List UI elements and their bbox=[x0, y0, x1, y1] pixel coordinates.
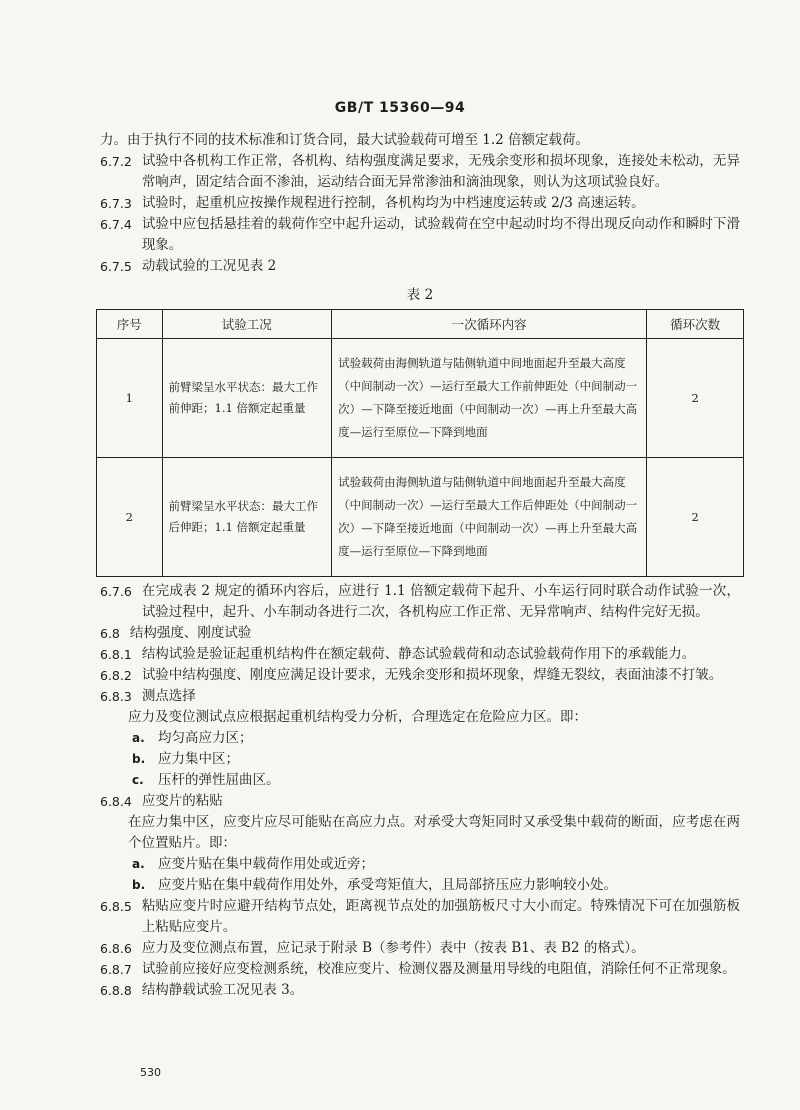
clause-number: 6.8.6 bbox=[100, 941, 132, 956]
clause-title: 测点选择 bbox=[141, 688, 196, 704]
column-header-cycle-content: 一次循环内容 bbox=[332, 310, 647, 339]
list-label: b. bbox=[132, 878, 146, 892]
clause-text: 试验中应包括悬挂着的载荷作空中起升运动，试验载荷在空中起动时均不得出现反向动作和瞬时下滑现象。 bbox=[141, 216, 740, 253]
clause-6-7-6 bbox=[100, 581, 740, 623]
list-text: 应力集中区； bbox=[158, 751, 239, 767]
clause-number: 6.8.8 bbox=[100, 983, 132, 998]
row-cycles: 2 bbox=[647, 339, 744, 458]
clause-6-8-6 bbox=[100, 938, 740, 959]
clause-number: 6.8.7 bbox=[100, 962, 132, 977]
column-header-number: 序号 bbox=[97, 310, 163, 339]
list-text: 压杆的弹性屈曲区。 bbox=[158, 772, 280, 788]
clause-6-8-8 bbox=[100, 980, 740, 1001]
clause-6-8-2 bbox=[100, 665, 740, 686]
table-caption: 表 2 bbox=[406, 287, 434, 303]
column-header-cycle-count: 循环次数 bbox=[647, 310, 744, 339]
clause-6-7-4 bbox=[100, 214, 740, 256]
standard-header: GB/T 15360—94 bbox=[334, 100, 466, 116]
clause-number: 6.8.1 bbox=[100, 647, 132, 662]
clause-text: 试验前应接好应变检测系统，校准应变片、检测仪器及测量用导线的电阻值，消除任何不正常现象。 bbox=[141, 961, 736, 977]
clause-body: 在应力集中区，应变片应尽可能贴在高应力点。对承受大弯矩同时又承受集中载荷的断面，应考虑在两个位置贴片。即： bbox=[128, 814, 740, 851]
clause-number: 6.7.2 bbox=[100, 154, 132, 169]
table-header-row bbox=[97, 310, 744, 339]
clause-number: 6.7.5 bbox=[100, 259, 132, 274]
list-label: a. bbox=[132, 731, 145, 745]
clause-6-7-2 bbox=[100, 151, 740, 193]
list-label: a. bbox=[132, 857, 145, 871]
clause-text: 结构静载试验工况见表 3。 bbox=[141, 982, 304, 998]
clause-text: 粘贴应变片时应避开结构节点处，距离视节点处的加强筋板尺寸大小而定。特殊情况下可在加强筋板上粘贴应变片。 bbox=[141, 898, 740, 935]
clause-number: 6.8.5 bbox=[100, 899, 132, 914]
list-label: c. bbox=[132, 773, 144, 787]
clause-6-8-1 bbox=[100, 644, 740, 665]
row-number: 2 bbox=[97, 458, 163, 577]
clause-number: 6.7.6 bbox=[100, 584, 132, 599]
clause-number: 6.7.4 bbox=[100, 217, 132, 232]
clause-6-7-5 bbox=[100, 256, 740, 277]
clause-number: 6.8.3 bbox=[100, 689, 132, 704]
list-item bbox=[100, 770, 740, 791]
row-condition: 前臂梁呈水平状态：最大工作前伸距；1.1 倍额定起重量 bbox=[162, 339, 332, 458]
row-cycles: 2 bbox=[647, 458, 744, 577]
clause-text: 应力及变位测点布置，应记录于附录 B（参考件）表中（按表 B1、表 B2 的格式）。 bbox=[141, 940, 645, 956]
section-6-8 bbox=[100, 623, 740, 644]
column-header-condition: 试验工况 bbox=[162, 310, 332, 339]
list-text: 应变片贴在集中载荷作用处或近旁； bbox=[158, 856, 374, 872]
list-label: b. bbox=[132, 752, 146, 766]
list-text: 应变片贴在集中载荷作用处外，承受弯矩值大，且局部挤压应力影响较小处。 bbox=[158, 877, 617, 893]
clause-6-8-7 bbox=[100, 959, 740, 980]
clause-text: 试验中结构强度、刚度应满足设计要求，无残余变形和损坏现象，焊缝无裂纹，表面油漆不打皱。 bbox=[141, 667, 723, 683]
row-condition: 前臂梁呈水平状态：最大工作后伸距；1.1 倍额定起重量 bbox=[162, 458, 332, 577]
clause-6-8-5 bbox=[100, 896, 740, 938]
row-number: 1 bbox=[97, 339, 163, 458]
clause-number: 6.8.2 bbox=[100, 668, 132, 683]
list-item bbox=[100, 749, 740, 770]
clause-text: 试验时，起重机应按操作规程进行控制，各机构均为中档速度运转或 2/3 高速运转。 bbox=[141, 195, 645, 211]
list-item bbox=[100, 854, 740, 875]
clause-6-7-3 bbox=[100, 193, 740, 214]
clause-title: 应变片的粘贴 bbox=[141, 793, 223, 809]
clause-text: 试验中各机构工作正常，各机构、结构强度满足要求，无残余变形和损坏现象，连接处未松动，无异常响声，固定结合面不渗油，运动结合面无异常渗油和滴油现象，则认为这项试验良好。 bbox=[141, 153, 740, 190]
page-content bbox=[100, 130, 740, 1001]
clause-text: 动载试验的工况见表 2 bbox=[141, 258, 277, 274]
paragraph-continuation: 力。由于执行不同的技术标准和订货合同，最大试验载荷可增至 1.2 倍额定载荷。 bbox=[100, 132, 590, 148]
clause-6-8-4 bbox=[100, 791, 740, 812]
section-number: 6.8 bbox=[100, 626, 120, 641]
list-item bbox=[100, 875, 740, 896]
row-content: 试验载荷由海侧轨道与陆侧轨道中间地面起升至最大高度（中间制动一次）—运行至最大工作后伸距处（中间制动一次）—下降至接近地面（中间制动一次）—再上升至最大高度—运行至原位—下降到地面 bbox=[332, 458, 647, 577]
table-row bbox=[97, 339, 744, 458]
list-text: 均匀高应力区； bbox=[158, 730, 253, 746]
clause-body: 应力及变位测试点应根据起重机结构受力分析，合理选定在危险应力区。即： bbox=[128, 709, 587, 725]
clause-6-8-3 bbox=[100, 686, 740, 707]
page-number: 530 bbox=[140, 1066, 161, 1079]
dynamic-load-test-table bbox=[96, 309, 744, 577]
clause-text: 在完成表 2 规定的循环内容后，应进行 1.1 倍额定载荷下起升、小车运行同时联合动作试验一次，试验过程中，起升、小车制动各进行二次，各机构应工作正常、无异常响声、结构件完好无损。 bbox=[141, 583, 740, 620]
clause-text: 结构试验是验证起重机结构件在额定载荷、静态试验载荷和动态试验载荷作用下的承载能力。 bbox=[141, 646, 696, 662]
clause-number: 6.8.4 bbox=[100, 794, 132, 809]
clause-number: 6.7.3 bbox=[100, 196, 132, 211]
row-content: 试验载荷由海侧轨道与陆侧轨道中间地面起升至最大高度（中间制动一次）—运行至最大工作前伸距处（中间制动一次）—下降至接近地面（中间制动一次）—再上升至最大高度—运行至原位—下降到地面 bbox=[332, 339, 647, 458]
table-row bbox=[97, 458, 744, 577]
list-item bbox=[100, 728, 740, 749]
section-title: 结构强度、刚度试验 bbox=[129, 625, 252, 641]
